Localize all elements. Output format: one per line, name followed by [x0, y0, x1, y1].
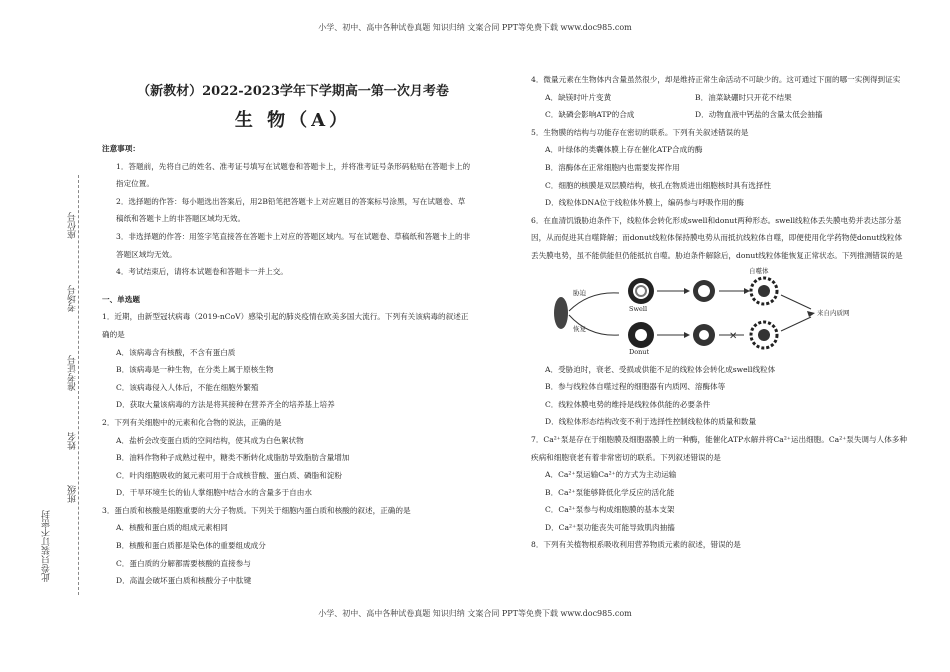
option: C．该病毒侵入人体后，不能在细胞外繁殖	[116, 382, 259, 392]
question-stem: 1．近期，由新型冠状病毒（2019-nCoV）感染引起的肺炎疫情在欧美多国大流行。下列有关该病毒的叙述正确的是	[102, 312, 469, 339]
exam-room-label: 考场号	[68, 285, 78, 312]
question-stem: 4．微量元素在生物体内含量虽然很少，却是维持正常生命活动不可缺少的。这可通过下面的哪一实例得到证实	[531, 75, 901, 84]
question-stem: 6．在血清饥饿胁迫条件下，线粒体会转化形成swell和donut两种形态。swell线粒体丢失膜电势并表达部分基因，从而促进其自噬降解；而donut线粒体保持膜电势从而抵抗线粒体自噬，即便使用化学药物使donut线粒体丢失膜电势，虽不能供能但仍能抵抗自噬。胁迫条件解除后，donut线粒体能恢复正常状态。下列推测错误的是	[531, 215, 903, 260]
option: C．蛋白质的分解都需要核酸的直接参与	[116, 558, 251, 568]
subject-title: 生 物（A）	[234, 110, 352, 131]
mitochondria-figure	[549, 267, 889, 357]
option: A．核酸和蛋白质的组成元素相同	[116, 523, 228, 533]
fig-label-autophagosome: 自噬体	[749, 266, 769, 275]
fig-label-stress: 胁迫	[573, 288, 586, 297]
option: C．缺磷会影响ATP的合成	[545, 110, 635, 120]
fig-label-recover: 恢复	[573, 324, 586, 333]
option: C．叶肉细胞吸收的氮元素可用于合成核苷酸、蛋白质、磷脂和淀粉	[116, 470, 343, 480]
class-label: 班级	[68, 485, 78, 503]
option: D．线粒体形态结构改变不利于选择性控制线粒体的质量和数量	[545, 417, 757, 427]
notes-title: 注意事项：	[102, 144, 140, 153]
seal-note: 此卷只装订不密封	[42, 510, 52, 582]
option: D．Ca²⁺泵功能丧失可能导致肌肉抽搐	[545, 522, 675, 532]
option: A．Ca²⁺泵运输Ca²⁺的方式为主动运输	[545, 470, 677, 480]
note-item: 2．选择题的作答：每小题选出答案后，用2B铅笔把答题卡上对应题目的答案标号涂黑，写在试题卷、草稿纸和答题卡上的非答题区域均无效。	[116, 196, 466, 224]
option: D．动物血液中钙盐的含量太低会抽搐	[695, 110, 823, 120]
option: B．参与线粒体自噬过程的细胞器有内质网、溶酶体等	[545, 382, 726, 392]
question-stem: 2．下列有关细胞中的元素和化合物的说法，正确的是	[102, 417, 282, 427]
option: B．油菜缺硼时只开花不结果	[695, 92, 792, 102]
option: C．线粒体膜电势的维持是线粒体供能的必要条件	[545, 399, 711, 409]
note-item: 1．答题前，先将自己的姓名、准考证号填写在试题卷和答题卡上，并将准考证号条形码粘贴在答题卡上的指定位置。	[116, 161, 471, 189]
exam-title: （新教材）2022-2023学年下学期高一第一次月考卷	[137, 84, 449, 99]
note-item: 3．非选择题的作答：用签字笔直接答在答题卡上对应的答题区域内。写在试题卷、草稿纸和答题卡上的非答题区域均无效。	[116, 231, 471, 259]
question-stem: 8．下列有关植物根系吸收利用营养物质元素的叙述，错误的是	[531, 540, 741, 550]
fig-label-donut: Donut	[629, 347, 650, 356]
ticket-label: 准考证号	[68, 355, 78, 391]
option: D．高温会破坏蛋白质和核酸分子中肽键	[116, 576, 252, 586]
question-stem: 3．蛋白质和核酸是细胞重要的大分子物质。下列关于细胞内蛋白质和核酸的叙述，正确的是	[102, 505, 411, 515]
option: A．叶绿体的类囊体膜上存在催化ATP合成的酶	[545, 145, 703, 155]
option: B．油料作物种子成熟过程中，糖类不断转化成脂肪导致脂肪含量增加	[116, 453, 350, 463]
fig-label-swell: Swell	[629, 304, 648, 313]
seat-label: 座位号	[68, 212, 78, 239]
option: C．Ca²⁺泵参与构成细胞膜的基本支架	[545, 505, 675, 515]
fig-label-lysosome: 来自内质网	[817, 308, 850, 317]
section-title: 一、单选题	[102, 294, 140, 304]
option: A．受胁迫时，衰老、受损或供能不足的线粒体会转化成swell线粒体	[545, 364, 776, 374]
option: B．该病毒是一种生物，在分类上属于原核生物	[116, 365, 274, 375]
mitochondrion-icon	[554, 297, 568, 329]
right-column	[531, 71, 909, 554]
option-row	[531, 89, 909, 107]
option: A．该病毒含有核酸，不含有蛋白质	[116, 347, 236, 357]
option: D．获取大量该病毒的方法是将其接种在营养齐全的培养基上培养	[116, 400, 335, 410]
option: A．盐析会改变蛋白质的空间结构，使其成为白色絮状物	[116, 435, 304, 445]
option: B．溶酶体在正常细胞内也需要发挥作用	[545, 162, 680, 172]
name-label: 姓名	[68, 432, 78, 450]
option: C．细胞的核膜是双层膜结构，核孔在物质进出细胞核时具有选择性	[545, 180, 772, 190]
left-column	[102, 140, 472, 590]
option-row	[531, 106, 909, 124]
svg-text:✕: ✕	[729, 330, 738, 342]
option: B．Ca²⁺泵能够降低化学反应的活化能	[545, 487, 675, 497]
page-footer: 小学、初中、高中各种试卷真题 知识归纳 文案合同 PPT等免费下载 www.doc985.com	[318, 609, 632, 618]
option: B．核酸和蛋白质都是染色体的重要组成成分	[116, 541, 266, 551]
note-item: 4．考试结束后，请将本试题卷和答题卡一并上交。	[116, 267, 288, 277]
option: D．线粒体DNA位于线粒体外膜上，编码参与呼吸作用的酶	[545, 198, 744, 208]
question-stem: 7．Ca²⁺泵是存在于细胞膜及细胞器膜上的一种酶，能催化ATP水解并将Ca²⁺运出细胞。Ca²⁺泵失调与人体多种疾病和细胞衰老有着非常密切的联系。下列叙述错误的是	[531, 434, 907, 462]
question-stem: 5．生物膜的结构与功能存在密切的联系。下列有关叙述错误的是	[531, 127, 749, 137]
page-header: 小学、初中、高中各种试卷真题 知识归纳 文案合同 PPT等免费下载 www.doc985.com	[318, 23, 632, 32]
option: A．缺镁时叶片变黄	[545, 92, 612, 102]
option: D．干旱环境生长的仙人掌细胞中结合水的含量多于自由水	[116, 488, 312, 498]
